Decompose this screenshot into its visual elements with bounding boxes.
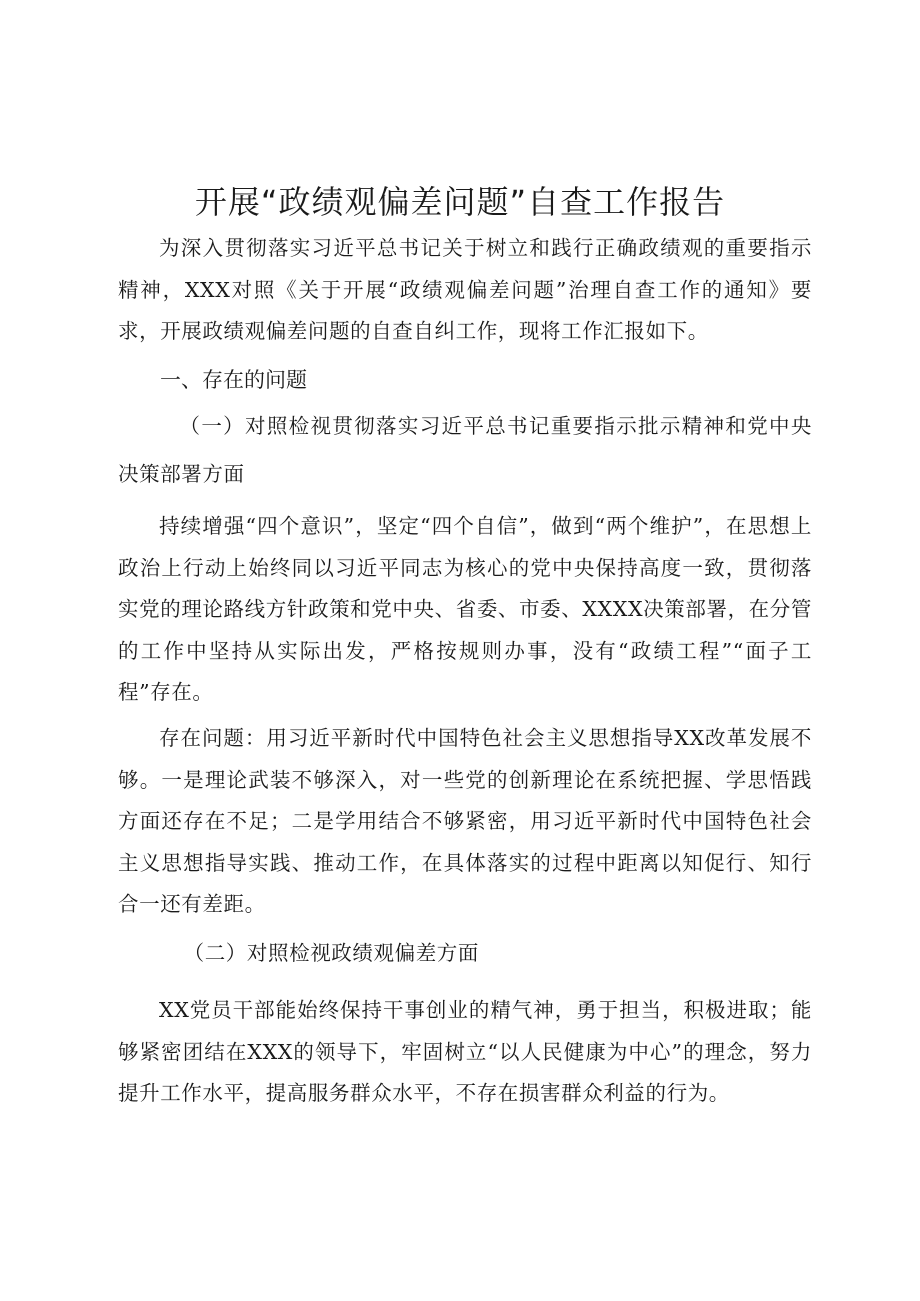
document-title: 开展“政绩观偏差问题”自查工作报告	[194, 183, 726, 221]
subsection-2-paragraph-1: XX党员干部能始终保持干事创业的精气神，勇于担当，积极进取；能够紧密团结在XXX的领导下，牢固树立“以人民健康为中心”的理念，努力提升工作水平，提高服务群众水平，不存在损害群众利益的行为。	[118, 998, 812, 1105]
section-heading-problems: 一、存在的问题	[160, 368, 307, 392]
subsection-1-paragraph-1: 持续增强“四个意识”，坚定“四个自信”，做到“两个维护”，在思想上政治上行动上始终同以习近平同志为核心的党中央保持高度一致，贯彻落实党的理论路线方针政策和党中央、省委、市委、XXXX决策部署，在分管的工作中坚持从实际出发，严格按规则办事，没有“政绩工程”“面子工程”存在。	[118, 514, 812, 704]
subsection-1-paragraph-2: 存在问题：用习近平新时代中国特色社会主义思想指导XX改革发展不够。一是理论武装不够深入，对一些党的创新理论在系统把握、学思悟践方面还存在不足；二是学用结合不够紧密，用习近平新时代中国特色社会主义思想指导实践、推动工作，在具体落实的过程中距离以知促行、知行合一还有差距。	[118, 726, 812, 916]
subsection-heading-1: （一）对照检视贯彻落实习近平总书记重要指示批示精神和党中央决策部署方面	[118, 414, 812, 486]
subsection-heading-2: （二）对照检视政绩观偏差方面	[183, 941, 479, 965]
intro-paragraph: 为深入贯彻落实习近平总书记关于树立和践行正确政绩观的重要指示精神，XXX对照《关于开展“政绩观偏差问题”治理自查工作的通知》要求，开展政绩观偏差问题的自查自纠工作，现将工作汇报如下。	[118, 236, 812, 343]
